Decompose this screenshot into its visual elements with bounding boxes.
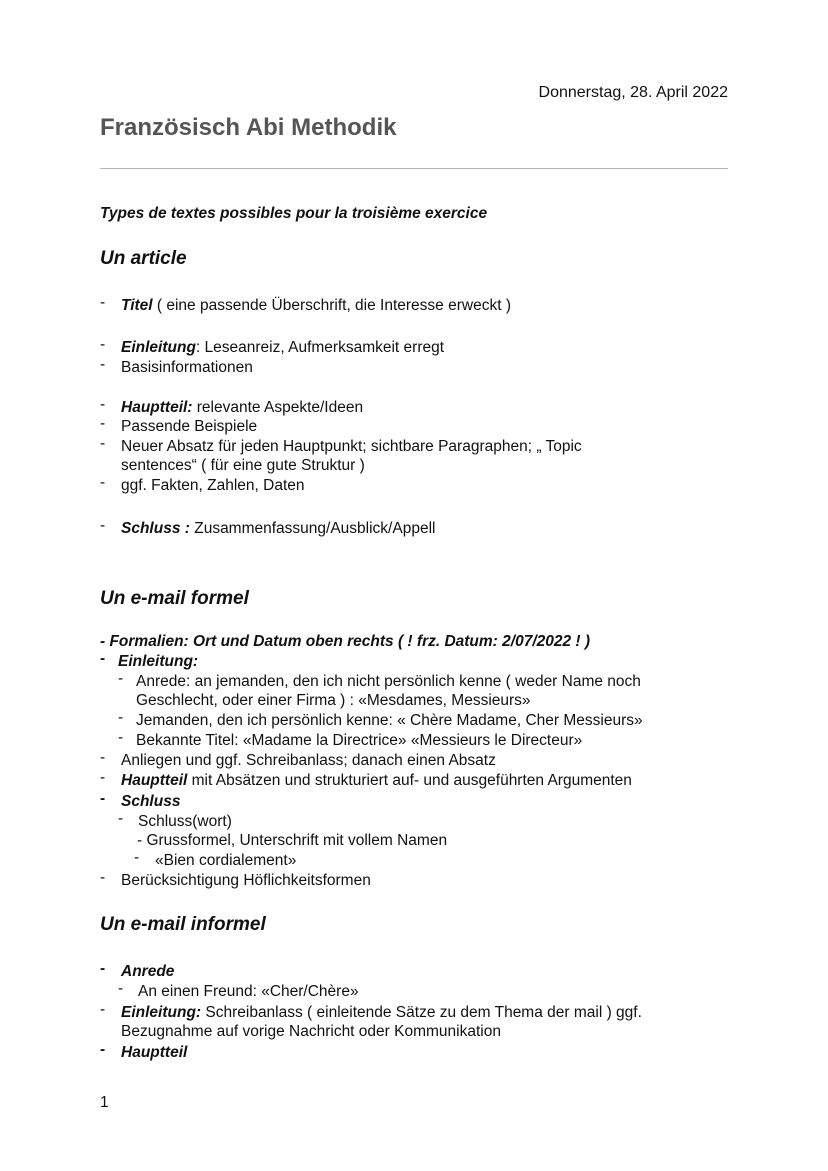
bullet-dash: - (100, 435, 106, 452)
formel-bien-item: «Bien cordialement» (155, 852, 297, 869)
article-titel-item (121, 296, 511, 316)
formel-anrede-item-cont: Geschlecht, oder einer Firma ) : «Mesdames, Messieurs» (136, 692, 531, 709)
section-subtitle: Types de textes possibles pour la troisième exercice (100, 205, 488, 222)
formel-einleitung-label: Einleitung: (118, 653, 199, 670)
bullet-dash: - (100, 769, 106, 786)
einleitung-label: Einleitung (121, 339, 196, 356)
bullet-dash: - (100, 294, 106, 311)
informel-anrede-label: Anrede (121, 963, 175, 980)
bullet-dash: - (100, 517, 106, 534)
heading-email-informel: Un e-mail informel (100, 914, 266, 935)
formel-hauptteil-item (121, 771, 632, 791)
formel-anliegen-item: Anliegen und ggf. Schreibanlass; danach einen Absatz (121, 752, 496, 769)
informel-freund-item: An einen Freund: «Cher/Chère» (138, 983, 359, 1000)
page-number: 1 (100, 1094, 109, 1111)
schluss-text: Zusammenfassung/Ausblick/Appell (189, 520, 436, 537)
bullet-dash: - (100, 790, 106, 807)
title-divider (100, 168, 728, 169)
bullet-dash: - (100, 869, 106, 886)
formel-hauptteil-text: mit Absätzen und strukturiert auf- und ausgeführten Argumenten (187, 772, 632, 789)
bullet-dash: - (118, 709, 124, 726)
formel-hoeflichkeit-item: Berücksichtigung Höflichkeitsformen (121, 872, 371, 889)
article-absatz-item: Neuer Absatz für jeden Hauptpunkt; sichtbare Paragraphen; „ Topic (121, 438, 582, 455)
heading-article: Un article (100, 248, 187, 269)
bullet-dash: - (100, 650, 106, 667)
bullet-dash: - (100, 396, 106, 413)
bullet-dash: - (100, 749, 106, 766)
formel-jemanden-item: Jemanden, den ich persönlich kenne: « Chère Madame, Cher Messieurs» (136, 712, 643, 729)
bullet-dash: - (100, 356, 106, 373)
bullet-dash: - (100, 415, 106, 432)
formel-anrede-item: Anrede: an jemanden, den ich nicht persönlich kenne ( weder Name noch (136, 673, 641, 690)
article-hauptteil-item (121, 398, 363, 418)
article-schluss-item (121, 519, 435, 539)
titel-text: ( eine passende Überschrift, die Interesse erweckt ) (152, 297, 511, 314)
bullet-dash: - (118, 670, 124, 687)
informel-einleitung-item-cont: Bezugnahme auf vorige Nachricht oder Kommunikation (121, 1023, 501, 1040)
article-beispiele-item: Passende Beispiele (121, 418, 258, 435)
article-fakten-item: ggf. Fakten, Zahlen, Daten (121, 477, 305, 494)
schluss-label: Schluss : (121, 520, 190, 537)
article-einleitung-item (121, 338, 444, 358)
bullet-dash: - (118, 810, 124, 827)
bullet-dash: - (118, 729, 124, 746)
titel-label: Titel (121, 297, 153, 314)
heading-email-formel: Un e-mail formel (100, 588, 249, 609)
bullet-dash: - (100, 474, 106, 491)
informel-einleitung-label: Einleitung: (121, 1004, 202, 1021)
hauptteil-text: relevante Aspekte/Ideen (192, 399, 364, 416)
formel-bekannte-item: Bekannte Titel: «Madame la Directrice» «Messieurs le Directeur» (136, 732, 583, 749)
bullet-dash: - (100, 336, 106, 353)
hauptteil-label: Hauptteil: (121, 399, 193, 416)
article-basis-item: Basisinformationen (121, 359, 253, 376)
informel-einleitung-item (121, 1003, 642, 1023)
informel-einleitung-text: Schreibanlass ( einleitende Sätze zu dem Thema der mail ) ggf. (201, 1004, 642, 1021)
document-title: Französisch Abi Methodik (100, 114, 397, 141)
formel-hauptteil-label: Hauptteil (121, 772, 188, 789)
bullet-dash: - (100, 1001, 106, 1018)
formel-schluss-label: Schluss (121, 793, 181, 810)
article-absatz-item-cont: sentences“ ( für eine gute Struktur ) (121, 457, 365, 474)
informel-hauptteil-label: Hauptteil (121, 1044, 188, 1061)
einleitung-text: : Leseanreiz, Aufmerksamkeit erregt (195, 339, 445, 356)
bullet-dash: - (100, 960, 106, 977)
bullet-dash: - (100, 1041, 106, 1058)
bullet-dash: - (118, 980, 124, 997)
formel-schlusswort-item: Schluss(wort) (138, 813, 232, 830)
formel-grussformel-item: - Grussformel, Unterschrift mit vollem Namen (137, 832, 448, 849)
bullet-dash: - (134, 849, 140, 866)
document-date: Donnerstag, 28. April 2022 (538, 84, 728, 101)
formel-formalien-item: - Formalien: Ort und Datum oben rechts ( ! frz. Datum: 2/07/2022 ! ) (100, 633, 591, 650)
